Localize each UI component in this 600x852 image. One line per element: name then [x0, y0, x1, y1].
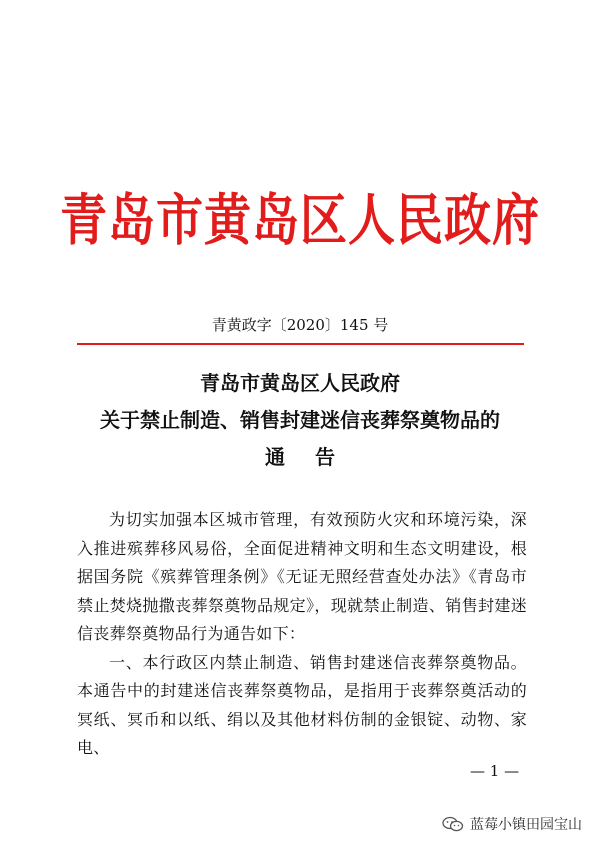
- notice-heading-line-3: 通告: [265, 445, 365, 469]
- notice-heading-line-2: 关于禁止制造、销售封建迷信丧葬祭奠物品的: [100, 408, 500, 432]
- wechat-watermark: [442, 814, 582, 834]
- notice-heading-line-1: 青岛市黄岛区人民政府: [200, 371, 400, 395]
- notice-body: [77, 506, 527, 763]
- paragraph-intro: 为切实加强本区城市管理，有效预防火灾和环境污染，深入推进殡葬移风易俗，全面促进精神文明和生态文明建设，根据国务院《殡葬管理条例》《无证无照经营查处办法》《青岛市禁止焚烧抛撒丧葬祭奠物品规定》，现就禁止制造、销售封建迷信丧葬祭奠物品行为通告如下：: [77, 510, 527, 643]
- page-number: — 1 —: [470, 762, 520, 780]
- issuer-title: 青岛市黄岛区人民政府: [60, 188, 540, 254]
- paragraph-item-1: 一、本行政区内禁止制造、销售封建迷信丧葬祭奠物品。本通告中的封建迷信丧葬祭奠物品，是指用于丧葬祭奠活动的冥纸、冥币和以纸、绢以及其他材料仿制的金银锭、动物、家电、: [77, 652, 527, 757]
- red-divider-line: [77, 343, 524, 345]
- document-number: 青黄政字〔2020〕145 号: [211, 316, 389, 334]
- watermark-text: 蓝莓小镇田园宝山: [470, 817, 582, 833]
- wechat-icon: [442, 816, 464, 832]
